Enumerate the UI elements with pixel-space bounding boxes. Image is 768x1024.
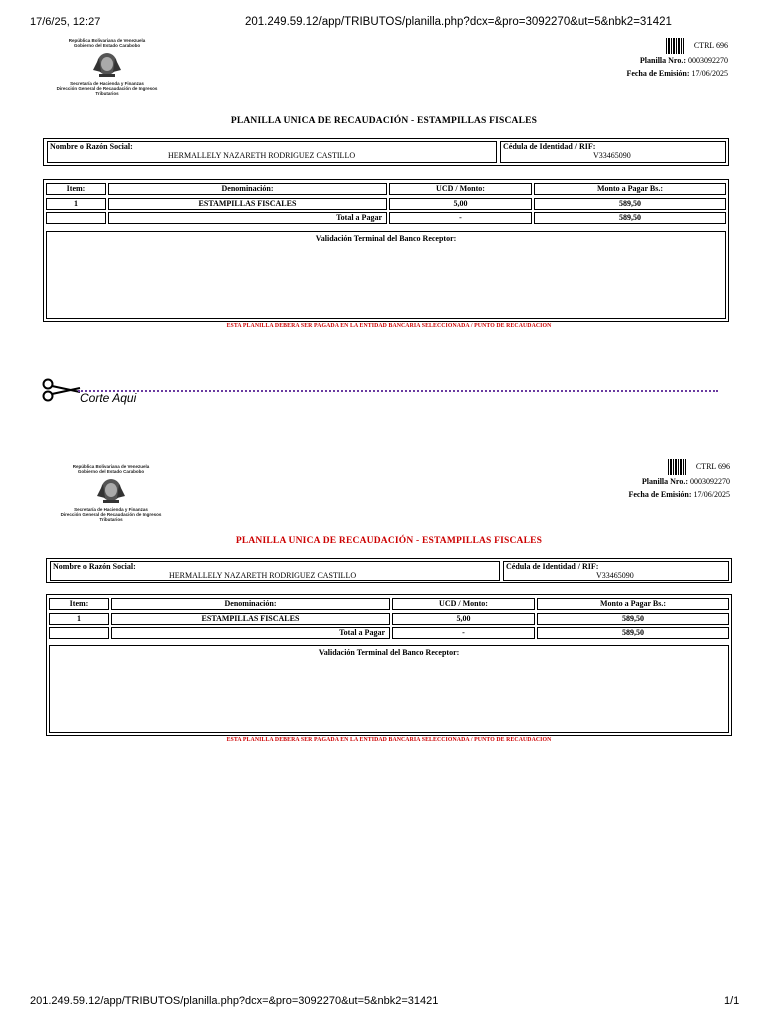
validacion-box [49,645,729,733]
barcode-icon [668,459,686,475]
items-frame [43,179,729,322]
payment-warning: ESTA PLANILLA DEBERA SER PAGADA EN LA ENTIDAD BANCARIA SELECCIONADA / PUNTO DE RECAUDACION [226,323,552,329]
cedula-cell [500,141,726,163]
row-monto [534,198,726,210]
row-ucd [389,198,532,210]
cell-text: 589,50 [622,628,644,637]
logo-text: Secretaría de Hacienda y Finanzas [70,81,144,86]
total-ucd [389,212,532,224]
total-label [111,627,390,639]
coat-of-arms-icon [89,50,125,78]
print-url-footer: 201.249.59.12/app/TRIBUTOS/planilla.php?dcx=&pro=3092270&ut=5&nbk2=31421 [30,995,439,1007]
ctrl-number: CTRL 696 [695,461,730,471]
total-amount [534,212,726,224]
nombre-label: Nombre o Razón Social: [53,562,136,571]
cell-text: Total a Pagar [336,213,382,222]
header-text: Monto a Pagar Bs.: [596,184,664,193]
cell-text: 5,00 [453,199,468,208]
header-text: Monto a Pagar Bs.: [599,599,667,608]
cell-text: ESTAMPILLAS FISCALES [201,614,300,623]
cell-text: - [459,213,462,222]
logo-text: Secretaría de Hacienda y Finanzas [74,507,148,512]
planilla-label: Planilla Nro.: [639,56,686,65]
header-text: Denominación: [221,184,274,193]
cedula-value: V33465090 [593,151,631,160]
header-denominacion [111,598,390,610]
total-label [108,212,387,224]
ctrl-number: CTRL 696 [693,40,728,50]
header-ucd [389,183,532,195]
cut-here-label: Corte Aqui [80,391,137,405]
planilla-number: 0003092270 [688,56,728,65]
cedula-label: Cédula de Identidad / RIF: [503,142,596,151]
nombre-cell [50,561,500,581]
header-monto [534,183,726,195]
nombre-value: HERMALLELY NAZARETH RODRIGUEZ CASTILLO [168,151,356,160]
nombre-cell [47,141,497,163]
page-title: PLANILLA UNICA DE RECAUDACIÓN - ESTAMPILLAS FISCALES [235,536,543,546]
row-monto [537,613,729,625]
header-denominacion [108,183,387,195]
validacion-label: Validación Terminal del Banco Receptor: [318,648,460,657]
header-text: Item: [69,599,89,608]
cut-line [78,390,718,392]
logo-text: República Bolivariana de Venezuela [72,464,150,469]
logo-text: Tributarios [99,517,123,522]
fecha-label: Fecha de Emisión: [628,490,692,499]
cell-text: - [462,628,465,637]
page-title: PLANILLA UNICA DE RECAUDACIÓN - ESTAMPILLAS FISCALES [230,116,538,126]
logo-text: Tributarios [95,91,119,96]
cell-text: 589,50 [619,213,641,222]
row-item [49,613,109,625]
row-denominacion [108,198,387,210]
fecha-label: Fecha de Emisión: [626,69,690,78]
logo-text: Dirección General de Recaudación de Ingresos [56,86,158,91]
header-text: UCD / Monto: [436,184,485,193]
header-ucd [392,598,535,610]
government-logo [52,38,162,96]
total-amount [537,627,729,639]
cell-text: ESTAMPILLAS FISCALES [198,199,297,208]
logo-text: Gobierno del Estado Carabobo [77,469,145,474]
print-datetime: 17/6/25, 12:27 [30,16,101,28]
header-text: Denominación: [224,599,277,608]
validacion-label: Validación Terminal del Banco Receptor: [315,234,457,243]
total-blank [46,212,106,224]
print-page-count: 1/1 [724,995,740,1007]
header-text: UCD / Monto: [439,599,488,608]
validacion-box [46,231,726,319]
fecha-emision: 17/06/2025 [691,69,728,78]
cell-text: 1 [74,199,78,208]
payment-warning: ESTA PLANILLA DEBERA SER PAGADA EN LA ENTIDAD BANCARIA SELECCIONADA / PUNTO DE RECAUDACION [226,737,552,743]
items-frame [46,594,732,736]
row-item [46,198,106,210]
row-denominacion [111,613,390,625]
cell-text: 5,00 [456,614,471,623]
cell-text: Total a Pagar [339,628,385,637]
cell-text: 589,50 [622,614,644,623]
government-logo [56,464,166,522]
total-ucd [392,627,535,639]
planilla-label: Planilla Nro.: [641,477,688,486]
logo-text: República Bolivariana de Venezuela [68,38,146,43]
cell-text: 1 [77,614,81,623]
nombre-value: HERMALLELY NAZARETH RODRIGUEZ CASTILLO [169,571,357,580]
control-info [528,38,728,80]
header-item [46,183,106,195]
control-info [530,459,730,501]
barcode-icon [666,38,684,54]
planilla-number: 0003092270 [690,477,730,486]
taxpayer-frame [43,138,729,166]
row-ucd [392,613,535,625]
cell-text: 589,50 [619,199,641,208]
nombre-label: Nombre o Razón Social: [50,142,133,151]
header-monto [537,598,729,610]
taxpayer-frame [46,558,732,583]
print-url-header: 201.249.59.12/app/TRIBUTOS/planilla.php?dcx=&pro=3092270&ut=5&nbk2=31421 [245,16,672,28]
header-item [49,598,109,610]
cedula-value: V33465090 [596,571,634,580]
fecha-emision: 17/06/2025 [693,490,730,499]
total-blank [49,627,109,639]
coat-of-arms-icon [93,476,129,504]
logo-text: Dirección General de Recaudación de Ingresos [60,512,162,517]
cedula-label: Cédula de Identidad / RIF: [506,562,599,571]
cedula-cell [503,561,729,581]
logo-text: Gobierno del Estado Carabobo [73,43,141,48]
scissors-icon [42,378,82,402]
header-text: Item: [66,184,86,193]
